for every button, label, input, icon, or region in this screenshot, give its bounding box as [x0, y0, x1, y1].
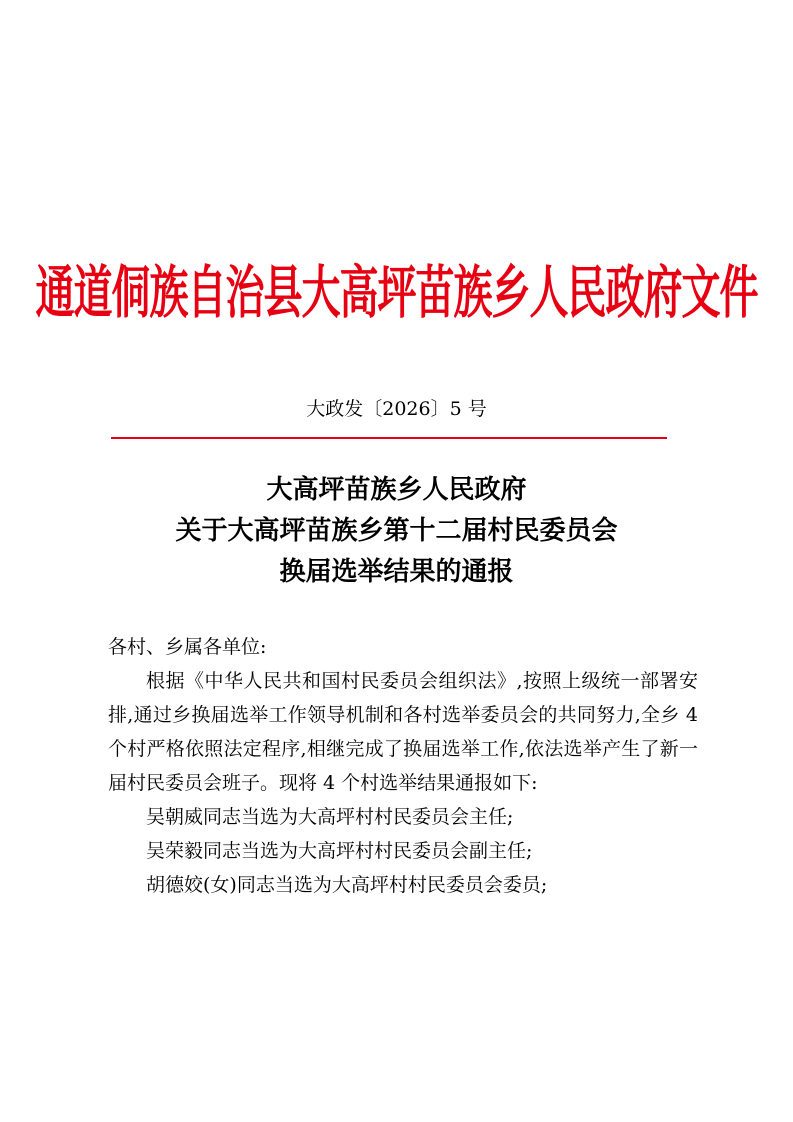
document-body — [108, 630, 698, 902]
red-divider-line — [111, 437, 667, 439]
document-masthead: 通道侗族自治县大高坪苗族乡人民政府文件 — [35, 259, 758, 327]
result-item-2: 吴荣毅同志当选为大高坪村村民委员会副主任; — [146, 840, 533, 862]
document-title — [0, 470, 793, 593]
result-item-3: 胡德姣(女)同志当选为大高坪村村民委员会委员; — [146, 874, 548, 896]
salutation: 各村、乡属各单位: — [108, 636, 267, 658]
result-item-1: 吴朝威同志当选为大高坪村村民委员会主任; — [146, 806, 514, 828]
title-line-3: 换届选举结果的通报 — [279, 557, 514, 587]
title-line-2: 关于大高坪苗族乡第十二届村民委员会 — [175, 516, 618, 546]
intro-paragraph: 根据《中华人民共和国村民委员会组织法》,按照上级统一部署安排,通过乡换届选举工作领导机制和各村选举委员会的共同努力,全乡 4 个村严格依照法定程序,相继完成了换届选举工作,依法选举产生了新一届村民委员会班子。现将 4 个村选举结果通报如下: — [108, 670, 698, 794]
title-line-1: 大高坪苗族乡人民政府 — [266, 475, 527, 505]
document-number: 大政发〔2026〕5 号 — [306, 398, 487, 420]
